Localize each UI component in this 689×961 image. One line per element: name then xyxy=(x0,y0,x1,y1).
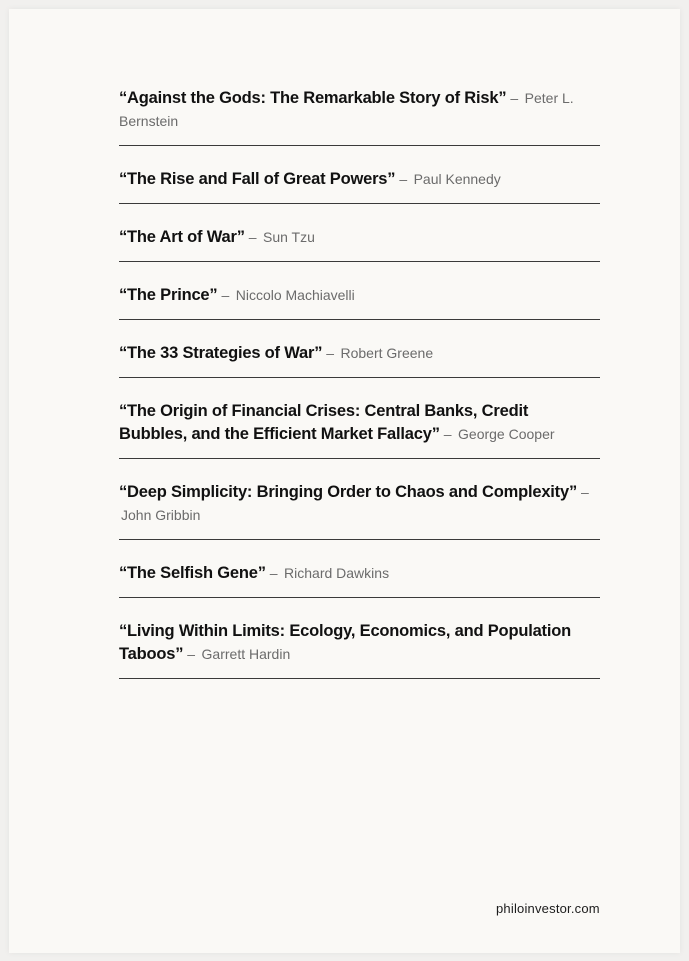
book-item xyxy=(119,481,600,540)
book-author: Robert Greene xyxy=(340,345,434,361)
book-item xyxy=(119,168,600,204)
book-title: “The Art of War” xyxy=(119,228,245,246)
author-separator: – xyxy=(399,171,408,187)
author-separator: – xyxy=(221,287,230,303)
author-separator: – xyxy=(269,565,278,581)
author-separator: – xyxy=(248,229,257,245)
book-item xyxy=(119,284,600,320)
book-title: “The Prince” xyxy=(119,286,218,304)
author-separator: – xyxy=(187,646,196,662)
book-title: “The Origin of Financial Crises: Central Banks, Credit Bubbles, and the Efficient Market Fallacy” xyxy=(119,402,529,443)
book-author: Garrett Hardin xyxy=(201,646,291,662)
book-title: “The Rise and Fall of Great Powers” xyxy=(119,170,396,188)
author-separator: – xyxy=(581,484,589,500)
book-author: Sun Tzu xyxy=(263,229,315,245)
author-separator: – xyxy=(510,90,519,106)
book-item xyxy=(119,620,600,679)
book-author: John Gribbin xyxy=(121,507,201,523)
book-author: Richard Dawkins xyxy=(284,565,390,581)
book-item xyxy=(119,342,600,378)
book-title: “Against the Gods: The Remarkable Story of Risk” xyxy=(119,89,507,107)
book-author: Paul Kennedy xyxy=(413,171,501,187)
book-item xyxy=(119,400,600,459)
footer-site-name: philoinvestor.com xyxy=(496,901,600,916)
document-page xyxy=(9,9,680,953)
book-title: “Living Within Limits: Ecology, Economics, and Population Taboos” xyxy=(119,622,571,663)
book-item xyxy=(119,226,600,262)
book-title: “The 33 Strategies of War” xyxy=(119,344,323,362)
book-item xyxy=(119,562,600,598)
book-title: “The Selfish Gene” xyxy=(119,564,266,582)
book-author: Peter L. Bernstein xyxy=(119,90,574,129)
book-item xyxy=(119,87,600,146)
book-author: Niccolo Machiavelli xyxy=(235,287,355,303)
book-list xyxy=(119,87,600,701)
book-author: George Cooper xyxy=(458,426,555,442)
book-title: “Deep Simplicity: Bringing Order to Chaos and Complexity” xyxy=(119,483,577,501)
author-separator: – xyxy=(326,345,335,361)
author-separator: – xyxy=(443,426,452,442)
